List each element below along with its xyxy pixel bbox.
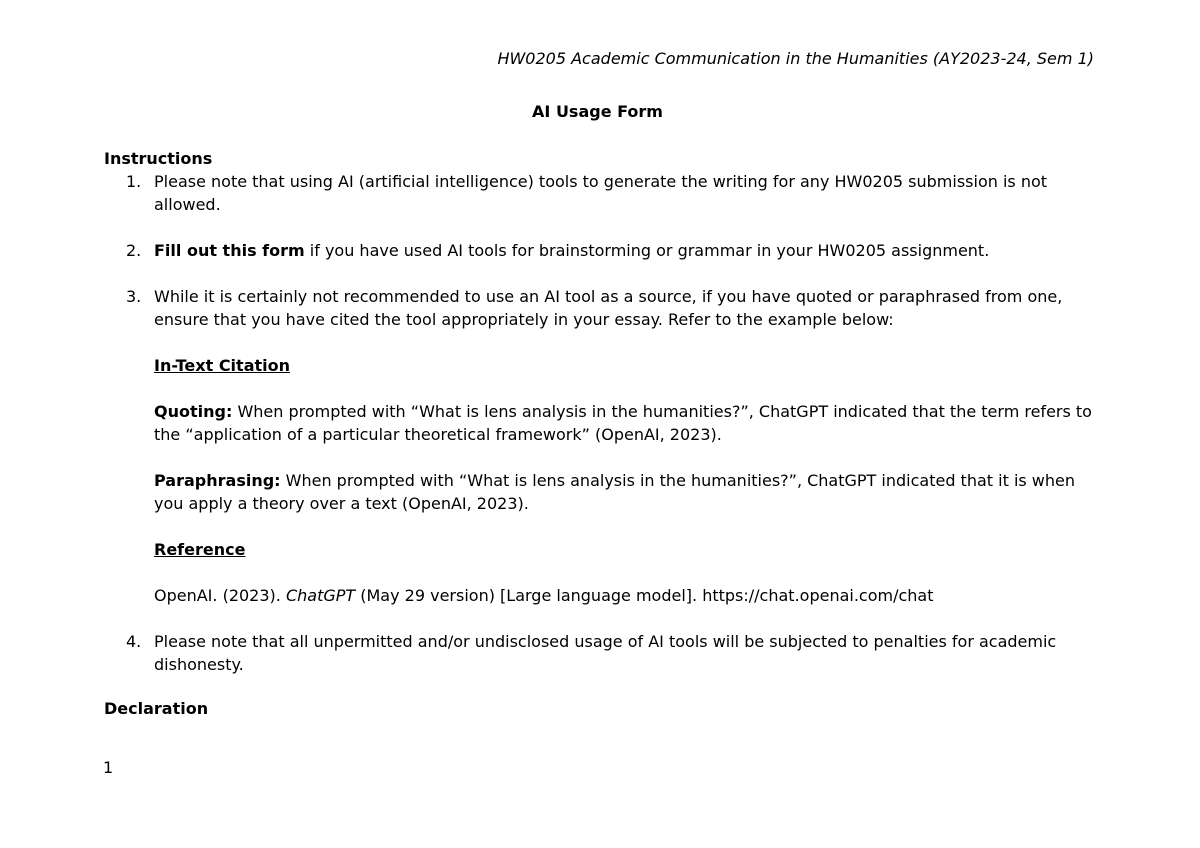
list-number: 4. [126,632,142,651]
document-body [104,147,1104,720]
reference-heading: Reference [154,540,246,559]
quoting-text: When prompted with “What is lens analysis in the humanities?”, ChatGPT indicated that the term refers to the “application of a particular theoretical framework” (OpenAI, 2023). [154,402,1092,444]
form-title: AI Usage Form [532,102,663,121]
instruction-item [104,285,1104,607]
quoting-example [154,400,1104,446]
instruction-item [104,239,1104,262]
reference-title: ChatGPT [285,586,356,605]
instruction-text: Please note that using AI (artificial intelligence) tools to generate the writing for any HW0205 submission is not allowed. [154,172,1048,214]
instruction-text: if you have used AI tools for brainstorming or grammar in your HW0205 assignment. [304,241,990,260]
instruction-item [104,170,1104,216]
page-number: 1 [103,758,114,777]
instruction-bold-lead: Fill out this form [154,241,305,260]
running-header: HW0205 Academic Communication in the Humanities (AY2023-24, Sem 1) [497,49,1094,68]
instructions-heading: Instructions [104,149,213,168]
instruction-text: Please note that all unpermitted and/or undisclosed usage of AI tools will be subjected to penalties for academic dishonesty. [154,632,1057,674]
instruction-text: While it is certainly not recommended to use an AI tool as a source, if you have quoted or paraphrased from one, ensure that you have cited the tool appropriately in your essay. Refer to the example below: [154,287,1063,329]
reference-entry [154,584,1104,607]
declaration-heading: Declaration [104,699,209,718]
instructions-list [104,170,1104,676]
list-number: 3. [126,287,142,306]
reference-details: (May 29 version) [Large language model]. https://chat.openai.com/chat [355,586,934,605]
list-number: 1. [126,172,142,191]
paraphrasing-label: Paraphrasing: [154,471,281,490]
in-text-citation-heading: In-Text Citation [154,356,290,375]
list-number: 2. [126,241,142,260]
paraphrasing-text: When prompted with “What is lens analysis in the humanities?”, ChatGPT indicated that it is when you apply a theory over a text (OpenAI, 2023). [154,471,1076,513]
paraphrasing-example [154,469,1104,515]
reference-author: OpenAI. (2023). [154,586,286,605]
quoting-label: Quoting: [154,402,233,421]
instruction-item [104,630,1104,676]
